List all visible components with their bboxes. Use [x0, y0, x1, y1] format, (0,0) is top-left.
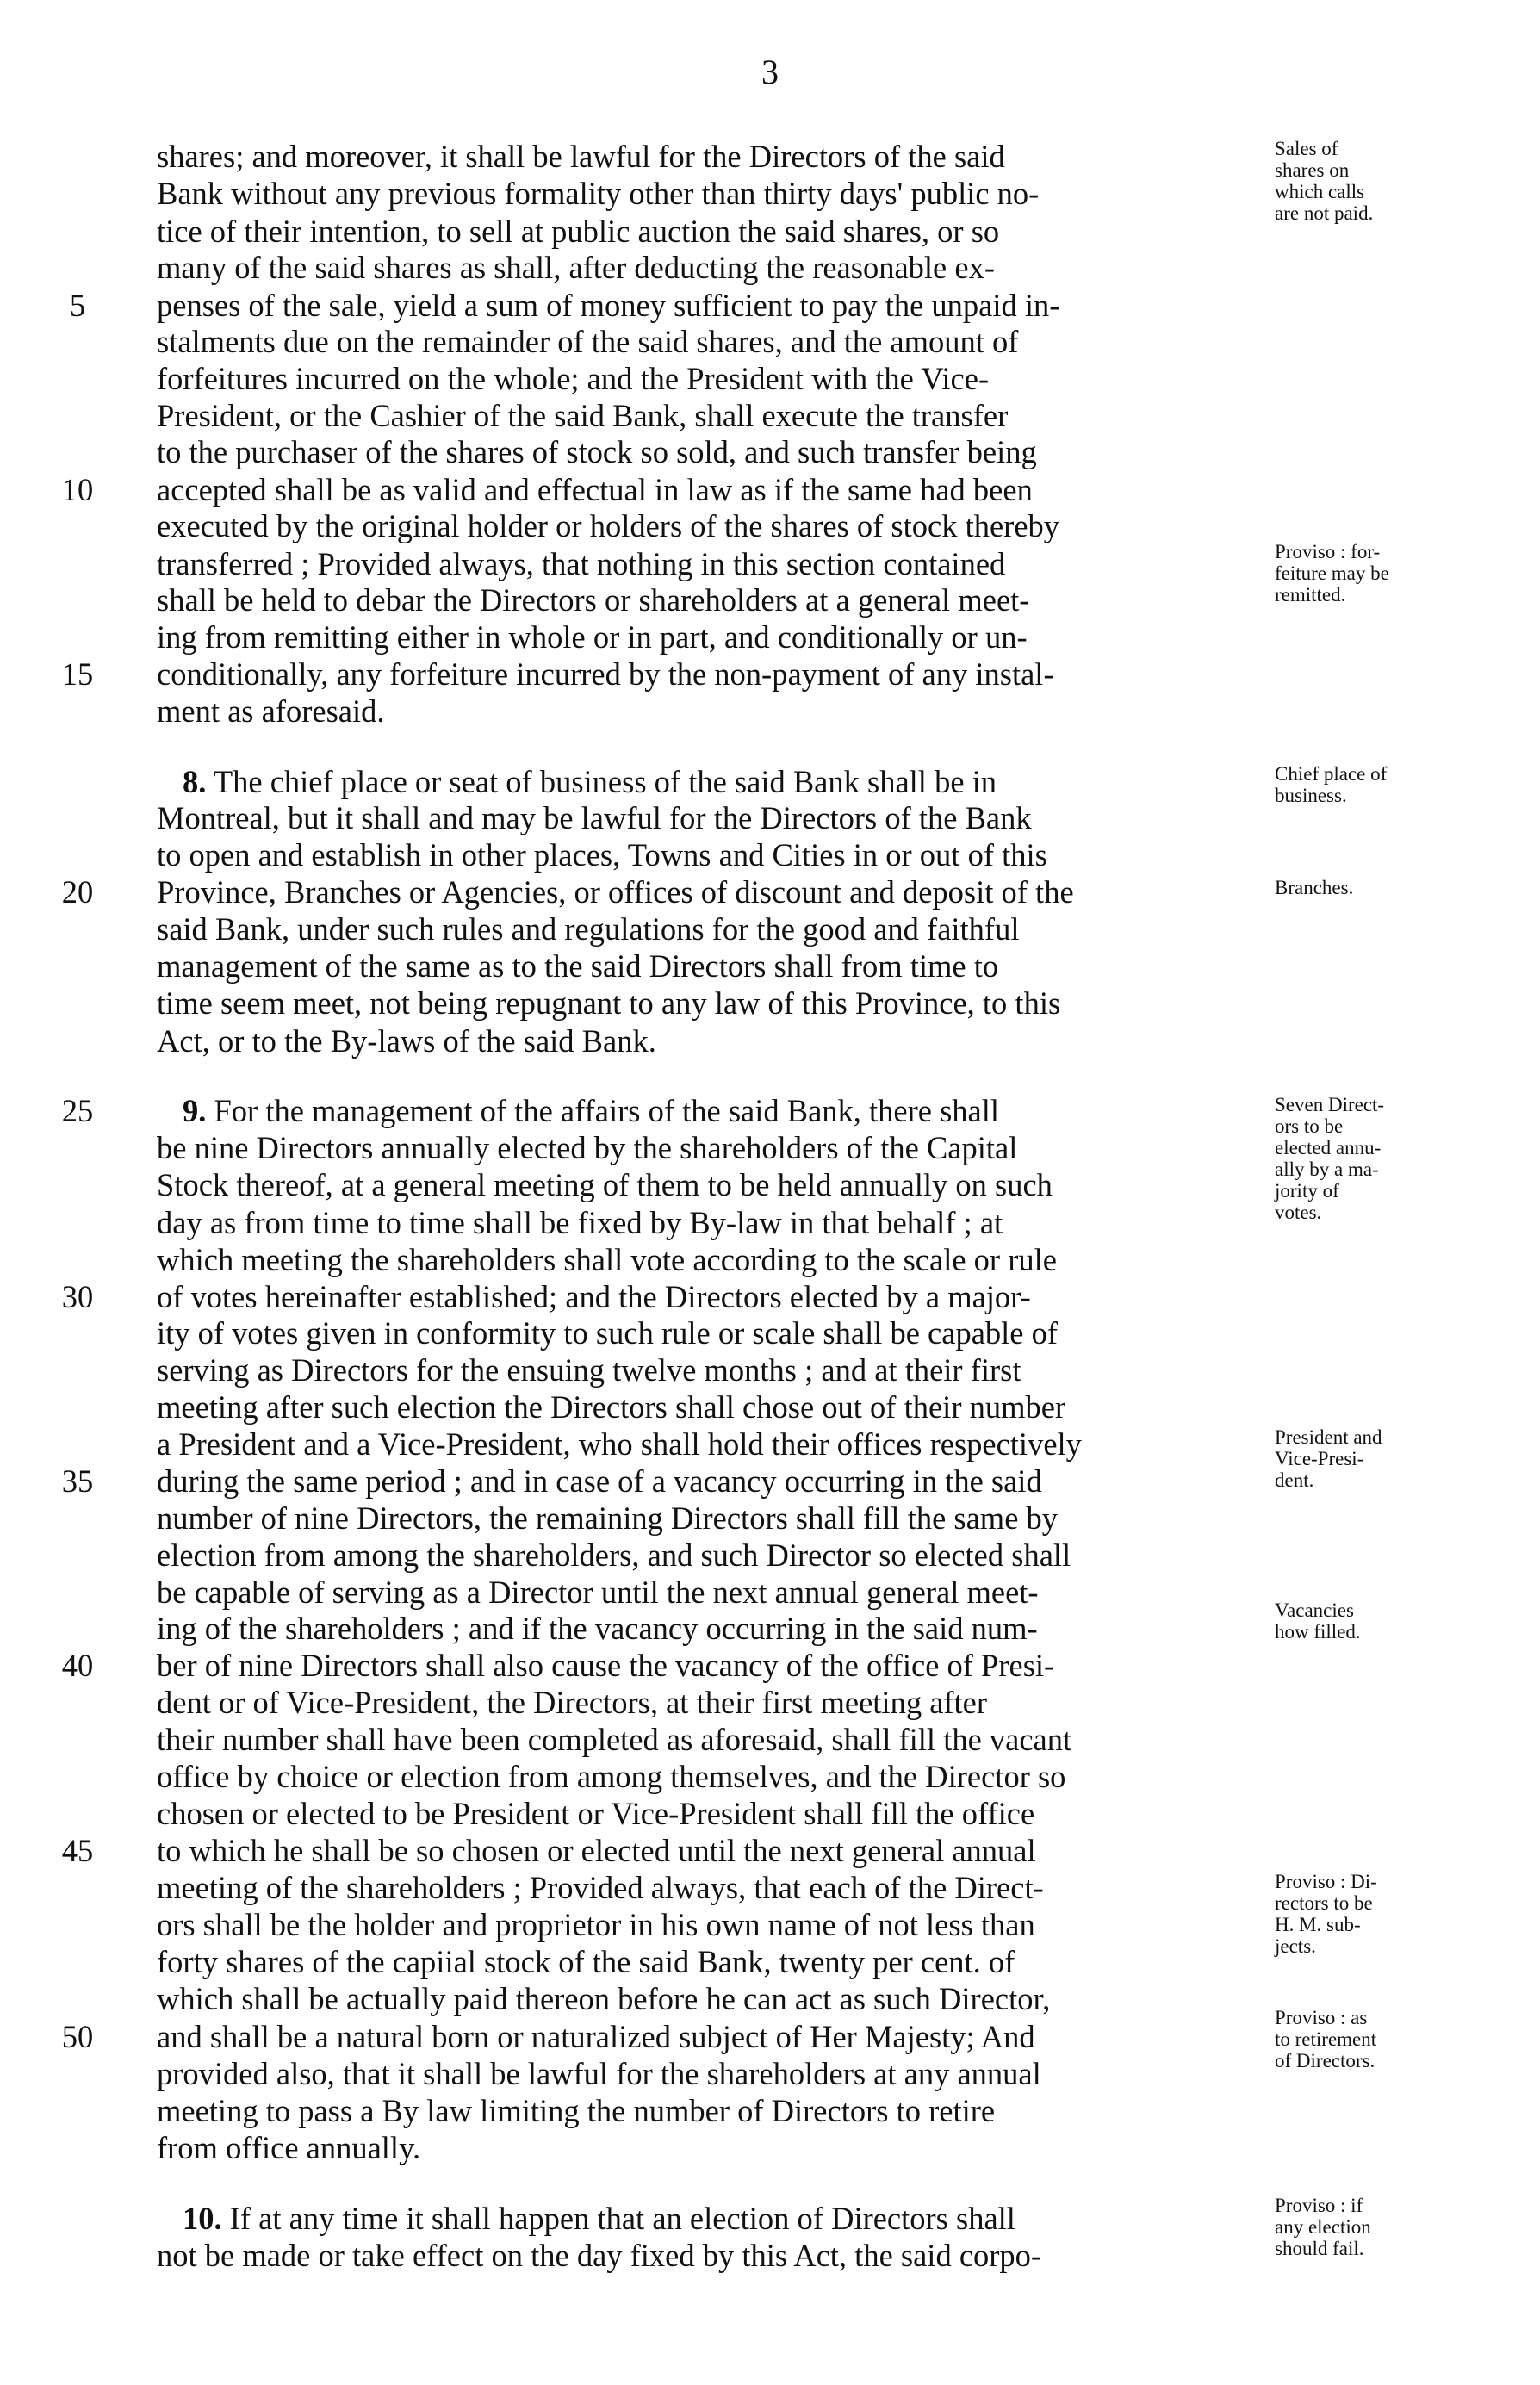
line-text: during the same period ; and in case of a vacancy occurring in the said [157, 1463, 1042, 1499]
text-line [157, 949, 1251, 984]
text-line [157, 1464, 1251, 1499]
line-text: transferred ; Provided always, that nothing in this section contained [157, 546, 1006, 581]
line-text: ity of votes given in conformity to such rule or scale shall be capable of [157, 1315, 1059, 1351]
margin-note-line: dent. [1275, 1469, 1314, 1491]
line-text: a President and a Vice-President, who shall hold their offices respectively [157, 1426, 1082, 1462]
text-line [157, 1649, 1251, 1683]
margin-note-line: should fail. [1275, 2238, 1364, 2259]
line-text: which meeting the shareholders shall vote according to the scale or rule [157, 1242, 1057, 1277]
text-line [157, 1797, 1251, 1831]
line-number: 45 [61, 1833, 94, 1868]
text-line [157, 362, 1251, 396]
text-line [157, 1723, 1251, 1757]
margin-note [1275, 763, 1533, 806]
text-line [183, 2202, 1251, 2236]
line-text: serving as Directors for the ensuing twelve months ; and at their first [157, 1352, 1021, 1388]
line-text: President, or the Cashier of the said Bank, shall execute the transfer [157, 398, 1009, 433]
line-number: 5 [69, 288, 86, 323]
margin-note-line: jority of [1275, 1180, 1339, 1202]
text-line [157, 1024, 1251, 1059]
text-line [157, 325, 1251, 359]
text-line [157, 801, 1251, 835]
margin-note-line: ors to be [1275, 1115, 1344, 1137]
line-text: number of nine Directors, the remaining Directors shall fill the same by [157, 1500, 1059, 1536]
text-line [183, 1094, 1251, 1128]
margin-note-line: any election [1275, 2216, 1371, 2238]
margin-note-line: Branches. [1275, 877, 1354, 898]
line-text: Montreal, but it shall and may be lawful for the Directors of the Bank [157, 800, 1032, 835]
text-line [157, 1243, 1251, 1277]
line-text: time seem meet, not being repugnant to any law of this Province, to this [157, 985, 1061, 1021]
text-line [157, 251, 1251, 285]
line-number: 15 [61, 656, 94, 692]
line-number: 35 [61, 1463, 94, 1499]
text-line [157, 583, 1251, 618]
line-text: ber of nine Directors shall also cause the vacancy of the office of Presi- [157, 1648, 1055, 1683]
text-line [157, 177, 1251, 211]
line-text: dent or of Vice-President, the Directors, at their first meeting after [157, 1685, 988, 1720]
margin-note-line: President and [1275, 1426, 1382, 1448]
margin-note-line: which calls [1275, 181, 1365, 202]
text-line [157, 509, 1251, 543]
text-line [157, 1316, 1251, 1351]
line-text: executed by the original holder or holders of the shares of stock thereby [157, 508, 1060, 543]
line-text: office by choice or election from among themselves, and the Director so [157, 1759, 1066, 1794]
margin-note-line: Sales of [1275, 138, 1338, 159]
text-line [157, 289, 1251, 323]
text-line [157, 912, 1251, 947]
margin-note-line: jects. [1275, 1935, 1316, 1957]
line-text: election from among the shareholders, and such Director so elected shall [157, 1537, 1071, 1573]
text-line [157, 399, 1251, 433]
margin-note [1275, 1426, 1533, 1491]
section-number: 8. [183, 764, 207, 799]
margin-note-line: elected annu- [1275, 1137, 1382, 1158]
text-line [157, 1871, 1251, 1905]
text-line [157, 2020, 1251, 2054]
margin-note-line: of Directors. [1275, 2050, 1375, 2071]
text-line [157, 1280, 1251, 1314]
line-text: to open and establish in other places, Towns and Cities in or out of this [157, 837, 1047, 873]
margin-note-line: shares on [1275, 159, 1350, 181]
line-text: stalments due on the remainder of the said shares, and the amount of [157, 324, 1019, 359]
margin-note [1275, 1094, 1533, 1223]
text-line [157, 2057, 1251, 2091]
line-text: tice of their intention, to sell at public auction the said shares, or so [157, 214, 1000, 249]
line-text: The chief place or seat of business of the said Bank shall be in [213, 764, 997, 799]
line-number: 30 [61, 1279, 94, 1314]
line-text: chosen or elected to be President or Vice-President shall fill the office [157, 1796, 1035, 1831]
line-text: day as from time to time shall be fixed by By-law in that behalf ; at [157, 1205, 1003, 1240]
margin-note-line: votes. [1275, 1202, 1322, 1223]
text-line [157, 2094, 1251, 2128]
text-line [157, 875, 1251, 910]
line-text: from office annually. [157, 2130, 421, 2165]
text-line [157, 1390, 1251, 1425]
line-text: Bank without any previous formality other than thirty days' public no- [157, 176, 1040, 211]
text-line [157, 694, 1251, 729]
line-text: forty shares of the capiial stock of the said Bank, twenty per cent. of [157, 1944, 1015, 1979]
margin-note [1275, 541, 1533, 606]
text-line [157, 1168, 1251, 1202]
line-text: their number shall have been completed as aforesaid, shall fill the vacant [157, 1722, 1072, 1757]
margin-note-line: remitted. [1275, 584, 1346, 606]
line-text: management of the same as to the said Directors shall from time to [157, 948, 999, 984]
text-line [157, 1686, 1251, 1720]
line-number: 40 [61, 1648, 94, 1683]
line-text: be nine Directors annually elected by the shareholders of the Capital [157, 1130, 1018, 1165]
line-number: 50 [61, 2019, 94, 2054]
line-text: conditionally, any forfeiture incurred by the non-payment of any instal- [157, 656, 1054, 692]
line-text: and shall be a natural born or naturalized subject of Her Majesty; And [157, 2019, 1035, 2054]
margin-note-line: rectors to be [1275, 1892, 1373, 1914]
margin-note-line: Vacancies [1275, 1599, 1354, 1621]
text-line [157, 1538, 1251, 1573]
line-number: 20 [61, 874, 94, 910]
line-text: penses of the sale, yield a sum of money sufficient to pay the unpaid in- [157, 288, 1060, 323]
line-text: many of the said shares as shall, after deducting the reasonable ex- [157, 250, 995, 285]
text-line [157, 1575, 1251, 1610]
line-text: of votes hereinafter established; and the Directors elected by a major- [157, 1279, 1031, 1314]
margin-note [1275, 138, 1533, 224]
margin-note [1275, 2195, 1533, 2259]
section-number: 10. [183, 2201, 222, 2236]
margin-note [1275, 2007, 1533, 2071]
text-line [157, 1501, 1251, 1536]
line-text: ment as aforesaid. [157, 693, 385, 729]
section-number: 9. [183, 1093, 207, 1128]
text-line [157, 1945, 1251, 1979]
text-line [157, 1353, 1251, 1388]
line-text: be capable of serving as a Director until the next annual general meet- [157, 1574, 1039, 1610]
margin-note-line: ally by a ma- [1275, 1158, 1379, 1180]
line-text: ing of the shareholders ; and if the vacancy occurring in the said num- [157, 1611, 1038, 1646]
margin-note-line: H. M. sub- [1275, 1914, 1361, 1935]
line-text: not be made or take effect on the day fixed by this Act, the said corpo- [157, 2238, 1042, 2273]
text-line [157, 657, 1251, 692]
line-text: ing from remitting either in whole or in part, and conditionally or un- [157, 619, 1028, 655]
text-line [157, 1908, 1251, 1942]
line-text: to which he shall be so chosen or elected until the next general annual [157, 1833, 1036, 1868]
margin-note-line: Chief place of [1275, 763, 1388, 785]
text-line [157, 1206, 1251, 1240]
text-line [157, 2239, 1251, 2273]
margin-note-line: feiture may be [1275, 562, 1389, 584]
text-line [157, 1427, 1251, 1462]
line-text: shares; and moreover, it shall be lawful for the Directors of the said [157, 139, 1005, 174]
text-line [157, 435, 1251, 469]
line-text: provided also, that it shall be lawful for the shareholders at any annual [157, 2056, 1041, 2091]
text-line [157, 2131, 1251, 2165]
line-text: meeting to pass a By law limiting the number of Directors to retire [157, 2093, 996, 2128]
margin-note [1275, 877, 1533, 898]
line-text: ors shall be the holder and proprietor in his own name of not less than [157, 1907, 1035, 1942]
text-line [157, 140, 1251, 174]
line-text: meeting after such election the Directors shall chose out of their number [157, 1389, 1066, 1425]
line-text: which shall be actually paid thereon before he can act as such Director, [157, 1981, 1051, 2016]
text-line [157, 1612, 1251, 1646]
line-text: If at any time it shall happen that an election of Directors shall [229, 2201, 1015, 2236]
margin-note-line: business. [1275, 785, 1347, 806]
line-number: 25 [61, 1093, 94, 1128]
line-text: For the management of the affairs of the said Bank, there shall [214, 1093, 1000, 1128]
margin-note-line: Proviso : Di- [1275, 1871, 1377, 1892]
margin-note-line: Vice-Presi- [1275, 1448, 1364, 1469]
text-line [157, 547, 1251, 581]
line-text: Stock thereof, at a general meeting of them to be held annually on such [157, 1167, 1053, 1202]
margin-note-line: to retirement [1275, 2028, 1377, 2050]
page-number: 3 [761, 53, 779, 91]
margin-note-line: Proviso : if [1275, 2195, 1363, 2216]
text-line [157, 1834, 1251, 1868]
line-text: Act, or to the By-laws of the said Bank. [157, 1023, 656, 1059]
line-text: Province, Branches or Agencies, or offices of discount and deposit of the [157, 874, 1074, 910]
margin-note-line: are not paid. [1275, 202, 1374, 224]
line-number: 10 [61, 472, 94, 507]
text-line [157, 1982, 1251, 2016]
margin-note-line: Proviso : for- [1275, 541, 1381, 562]
margin-note-line: Seven Direct- [1275, 1094, 1385, 1115]
line-text: shall be held to debar the Directors or shareholders at a general meet- [157, 582, 1030, 618]
line-text: said Bank, under such rules and regulations for the good and faithful [157, 911, 1020, 947]
text-line [157, 838, 1251, 873]
line-text: meeting of the shareholders ; Provided always, that each of the Direct- [157, 1870, 1044, 1905]
text-line [157, 1131, 1251, 1165]
text-line [157, 473, 1251, 507]
line-text: to the purchaser of the shares of stock so sold, and such transfer being [157, 434, 1037, 469]
text-line [183, 765, 1251, 799]
line-text: forfeitures incurred on the whole; and the President with the Vice- [157, 361, 990, 396]
text-line [157, 214, 1251, 249]
line-text: accepted shall be as valid and effectual in law as if the same had been [157, 472, 1033, 507]
margin-note [1275, 1871, 1533, 1957]
margin-note [1275, 1599, 1533, 1643]
margin-note-line: how filled. [1275, 1621, 1361, 1643]
margin-note-line: Proviso : as [1275, 2007, 1368, 2028]
text-line [157, 620, 1251, 655]
text-line [157, 986, 1251, 1021]
text-line [157, 1760, 1251, 1794]
